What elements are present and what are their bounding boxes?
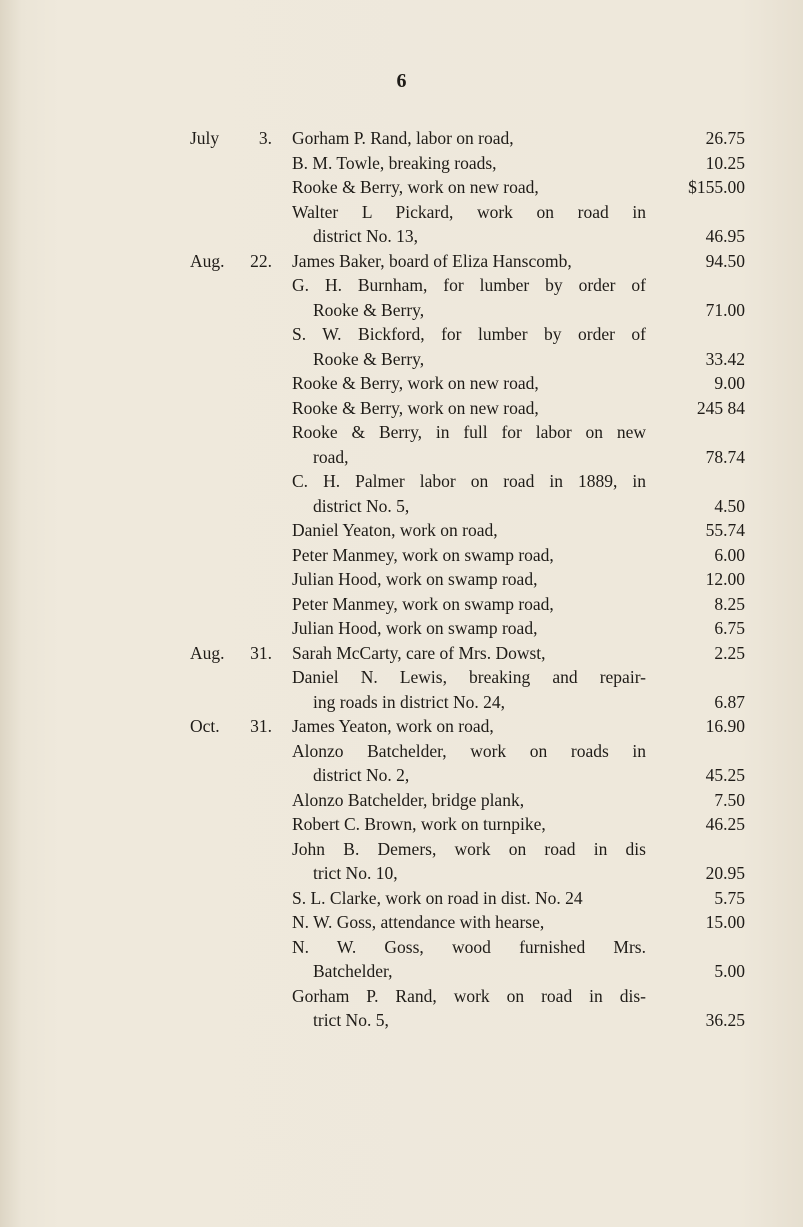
ledger-row [0, 984, 803, 1009]
entry-amount: 55.74 [705, 520, 745, 540]
ledger-row [0, 347, 803, 372]
ledger-row [0, 959, 803, 984]
ledger-row [0, 788, 803, 813]
ledger-row [0, 714, 803, 739]
entry-description: John B. Demers, work on road in dis [292, 838, 646, 859]
entry-amount: 6.00 [714, 544, 745, 565]
entry-description: Alonzo Batchelder, work on roads in [292, 740, 646, 761]
ledger-row [0, 812, 803, 837]
entry-description: Daniel Yeaton, work on road, [292, 520, 498, 540]
ledger-row [0, 420, 803, 445]
entry-amount: 45.25 [705, 765, 745, 785]
ledger-row [0, 518, 803, 543]
entry-month: Aug. [190, 250, 225, 271]
ledger-row [0, 690, 803, 715]
entry-amount: $155.00 [688, 177, 745, 197]
entry-description: G. H. Burnham, for lumber by order of [292, 275, 646, 295]
entry-description: Julian Hood, work on swamp road, [292, 569, 538, 589]
entry-description: Sarah McCarty, care of Mrs. Dowst, [292, 642, 546, 663]
ledger-row [0, 861, 803, 886]
entry-amount: 71.00 [705, 299, 745, 320]
entry-description: Gorham P. Rand, work on road in dis- [292, 985, 646, 1006]
entry-description: Peter Manmey, work on swamp road, [292, 544, 554, 565]
ledger-row [0, 445, 803, 470]
entry-description: Walter L Pickard, work on road in [292, 201, 646, 222]
entry-amount: 20.95 [705, 863, 745, 883]
ledger-row [0, 935, 803, 960]
entry-description: trict No. 5, [313, 1010, 389, 1030]
entry-amount: 6.75 [714, 618, 745, 638]
entry-description: Alonzo Batchelder, bridge plank, [292, 789, 525, 810]
ledger-row [0, 469, 803, 494]
entry-amount: 33.42 [705, 348, 745, 369]
entry-amount: 9.00 [714, 373, 745, 393]
entry-amount: 15.00 [705, 912, 745, 932]
ledger-row [0, 224, 803, 249]
entry-description: Rooke & Berry, work on new road, [292, 397, 539, 418]
entry-amount: 5.00 [714, 961, 745, 981]
entry-description: district No. 5, [313, 495, 410, 516]
entry-day: 22. [250, 250, 272, 271]
entry-amount: 46.95 [705, 226, 745, 246]
entry-description: Rooke & Berry, work on new road, [292, 177, 539, 197]
entry-amount: 10.25 [705, 152, 745, 173]
ledger-row [0, 494, 803, 519]
ledger-row [0, 886, 803, 911]
page-number: 6 [396, 70, 407, 92]
entry-day: 3. [258, 128, 272, 148]
entry-description: Batchelder, [313, 961, 393, 981]
ledger-row [0, 298, 803, 323]
entry-month: July [190, 128, 220, 148]
entry-day: 31. [250, 642, 272, 663]
ledger-row [0, 592, 803, 617]
entry-amount: 36.25 [705, 1010, 745, 1030]
entry-description: C. H. Palmer labor on road in 1889, in [292, 471, 646, 491]
entry-amount: 26.75 [705, 128, 745, 148]
entry-amount: 12.00 [705, 569, 745, 589]
entry-description: district No. 13, [313, 226, 418, 246]
entry-description: N. W. Goss, wood furnished Mrs. [292, 936, 646, 957]
entry-month: Aug. [190, 642, 225, 663]
entry-amount: 5.75 [714, 887, 745, 908]
entry-amount: 6.87 [714, 691, 745, 712]
ledger-row [0, 273, 803, 298]
ledger-row [0, 200, 803, 225]
entry-description: Gorham P. Rand, labor on road, [292, 128, 514, 148]
ledger-row [0, 396, 803, 421]
ledger-row [0, 126, 803, 151]
entry-description: N. W. Goss, attendance with hearse, [292, 912, 545, 932]
ledger-row [0, 371, 803, 396]
entry-amount: 46.25 [705, 814, 745, 834]
entry-amount: 16.90 [705, 716, 745, 736]
entry-description: Rooke & Berry, [313, 348, 425, 369]
entry-description: Rooke & Berry, in full for labor on new [292, 422, 646, 442]
entry-description: S. W. Bickford, for lumber by order of [292, 324, 646, 344]
entry-amount: 245 84 [696, 397, 745, 418]
ledger-row [0, 641, 803, 666]
ledger-row [0, 543, 803, 568]
entry-description: James Baker, board of Eliza Hanscomb, [292, 250, 572, 271]
entry-description: James Yeaton, work on road, [292, 716, 494, 736]
entry-description: Rooke & Berry, [313, 299, 425, 320]
entry-description: Rooke & Berry, work on new road, [292, 373, 539, 393]
entry-amount: 2.25 [714, 642, 745, 663]
ledger-row [0, 616, 803, 641]
ledger-list [0, 126, 803, 1033]
entry-description: S. L. Clarke, work on road in dist. No. 24 [292, 887, 583, 908]
entry-description: district No. 2, [313, 765, 410, 785]
entry-description: Robert C. Brown, work on turnpike, [292, 814, 546, 834]
entry-description: Julian Hood, work on swamp road, [292, 618, 538, 638]
ledger-row [0, 910, 803, 935]
ledger-row [0, 249, 803, 274]
entry-description: Peter Manmey, work on swamp road, [292, 593, 554, 614]
entry-amount: 7.50 [714, 789, 745, 810]
entry-month: Oct. [190, 716, 220, 736]
entry-amount: 8.25 [714, 593, 745, 614]
ledger-row [0, 567, 803, 592]
ledger-row [0, 837, 803, 862]
ledger-row [0, 175, 803, 200]
ledger-row [0, 739, 803, 764]
entry-description: Daniel N. Lewis, breaking and repair- [292, 667, 646, 687]
entry-description: trict No. 10, [313, 863, 398, 883]
ledger-row [0, 322, 803, 347]
ledger-row [0, 665, 803, 690]
entry-amount: 4.50 [714, 495, 745, 516]
entry-day: 31. [250, 716, 272, 736]
entry-amount: 78.74 [705, 446, 745, 467]
entry-amount: 94.50 [705, 250, 745, 271]
ledger-row [0, 1008, 803, 1033]
entry-description: road, [313, 446, 349, 467]
ledger-row [0, 151, 803, 176]
entry-description: B. M. Towle, breaking roads, [292, 152, 497, 173]
entry-description: ing roads in district No. 24, [313, 691, 505, 712]
ledger-row [0, 763, 803, 788]
